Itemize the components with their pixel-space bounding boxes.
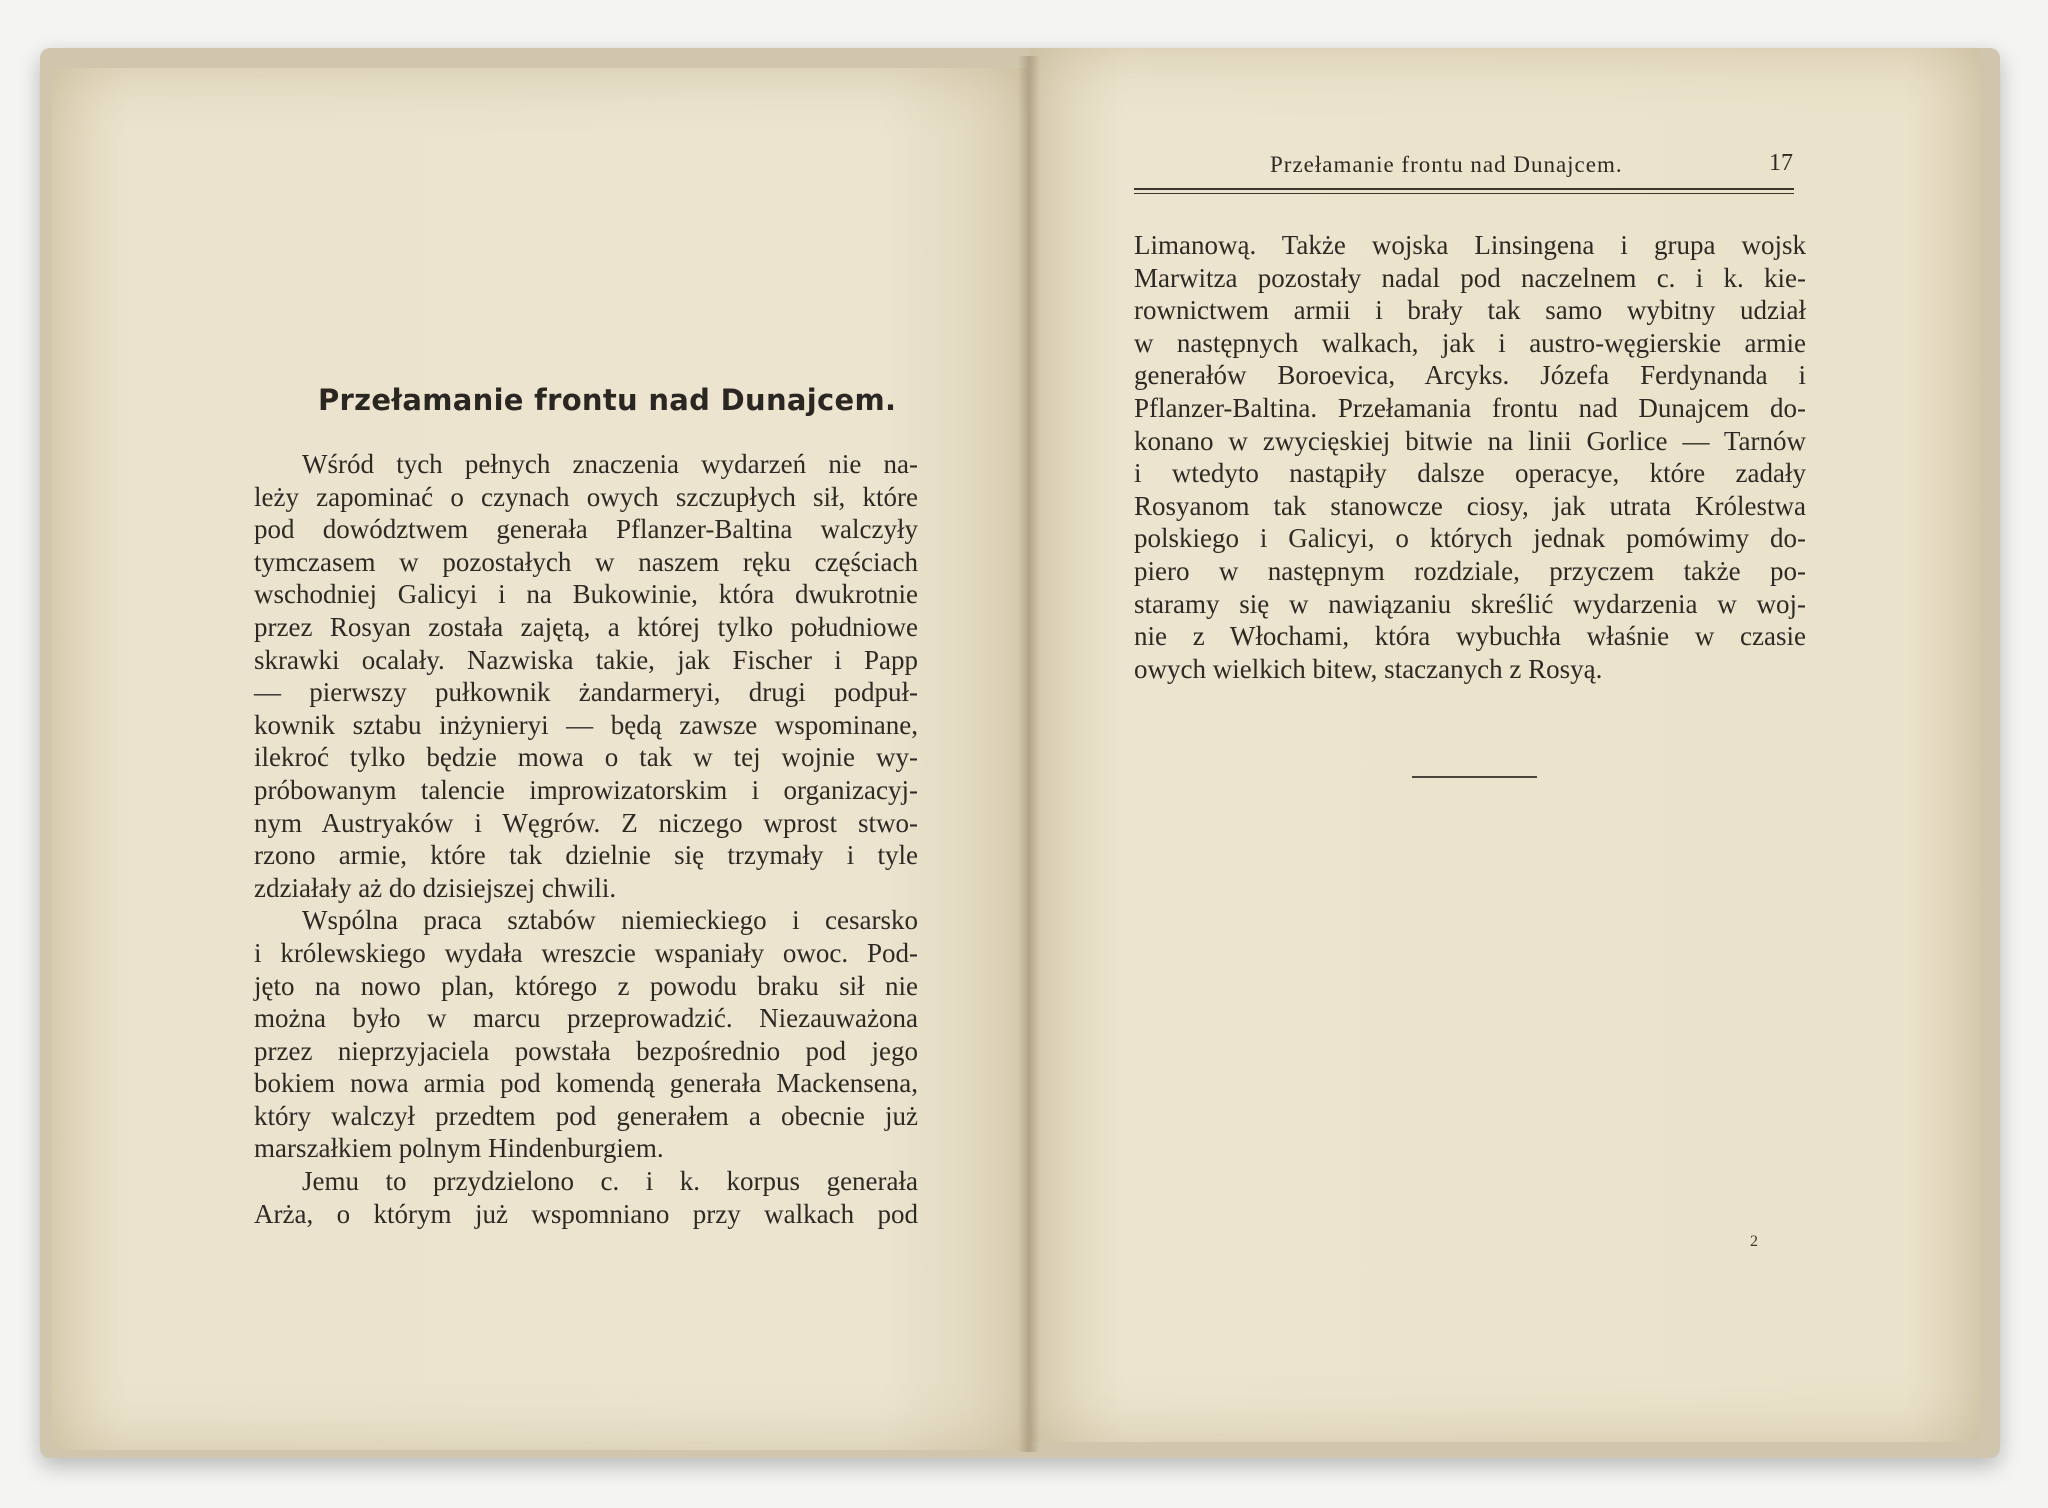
text-line: nie z Włochami, która wybuchła właśnie w czasie bbox=[1134, 621, 1806, 652]
text-line: Pflanzer-Baltina. Przełamania frontu nad Dunajcem do- bbox=[1134, 392, 1806, 423]
text-line: piero w następnym rozdziale, przyczem także po- bbox=[1134, 555, 1806, 586]
text-line: rownictwem armii i brały tak samo wybitny udział bbox=[1134, 295, 1806, 326]
text-line: i królewskiego wydała wreszcie wspaniały owoc. Pod- bbox=[254, 937, 918, 968]
signature-mark: 2 bbox=[1750, 1233, 1758, 1250]
text-line: w następnych walkach, jak i austro-węgierskie armie bbox=[1134, 327, 1806, 358]
text-line: — pierwszy pułkownik żandarmeryi, drugi podpuł- bbox=[254, 677, 918, 708]
text-line: generałów Boroevica, Arcyks. Józefa Ferdynanda i bbox=[1134, 360, 1806, 391]
running-header: Przełamanie frontu nad Dunajcem. bbox=[1270, 152, 1623, 177]
text-line: Arża, o którym już wspomniano przy walkach pod bbox=[254, 1198, 918, 1229]
text-line: marszałkiem polnym Hindenburgiem. bbox=[254, 1133, 664, 1164]
text-line: można było w marcu przeprowadzić. Niezauważona bbox=[254, 1003, 918, 1034]
text-line: pod dowództwem generała Pflanzer-Baltina walczyły bbox=[254, 514, 918, 545]
header-rule bbox=[1134, 188, 1794, 190]
text-line: wschodniej Galicyi i na Bukowinie, która dwukrotnie bbox=[254, 579, 918, 610]
text-line: tymczasem w pozostałych w naszem ręku częściach bbox=[254, 546, 918, 577]
left-page-text bbox=[254, 448, 918, 1230]
text-line: Rosyanom tak stanowcze ciosy, jak utrata Królestwa bbox=[1134, 490, 1806, 521]
section-end-rule bbox=[1412, 776, 1537, 778]
text-line: zdziałały aż do dzisiejszej chwili. bbox=[254, 872, 617, 903]
text-line: Jemu to przydzielono c. i k. korpus generała bbox=[302, 1166, 918, 1197]
text-line: staramy się w nawiązaniu skreślić wydarzenia w woj- bbox=[1134, 588, 1806, 619]
text-line: ilekroć tylko będzie mowa o tak w tej wojnie wy- bbox=[254, 742, 918, 773]
text-line: przez nieprzyjaciela powstała bezpośrednio pod jego bbox=[254, 1035, 918, 1066]
text-line: przez Rosyan została zajętą, a której tylko południowe bbox=[254, 611, 918, 642]
page-number: 17 bbox=[1769, 150, 1793, 176]
book-gutter bbox=[1018, 56, 1040, 1452]
text-line: i wtedyto nastąpiły dalsze operacye, które zadały bbox=[1134, 458, 1806, 489]
text-line: leży zapominać o czynach owych szczupłych sił, które bbox=[254, 481, 918, 512]
text-line: próbowanym talencie improwizatorskim i organizacyj- bbox=[254, 774, 918, 805]
text-line: owych wielkich bitew, staczanych z Rosyą. bbox=[1134, 653, 1603, 684]
right-page-text bbox=[1134, 229, 1806, 685]
text-line: nym Austryaków i Węgrów. Z niczego wprost stwo- bbox=[254, 807, 918, 838]
text-line: bokiem nowa armia pod komendą generała Mackensena, bbox=[254, 1068, 918, 1099]
text-line: który walczył przedtem pod generałem a obecnie już bbox=[254, 1100, 918, 1131]
text-line: polskiego i Galicyi, o których jednak pomówimy do- bbox=[1134, 523, 1806, 554]
text-line: Wspólna praca sztabów niemieckiego i cesarsko bbox=[302, 905, 918, 936]
text-line: skrawki ocalały. Nazwiska takie, jak Fischer i Papp bbox=[254, 644, 918, 675]
text-line: konano w zwycięskiej bitwie na linii Gorlice — Tarnów bbox=[1134, 425, 1806, 456]
header-rule-thin bbox=[1134, 193, 1794, 194]
text-line: Limanową. Także wojska Linsingena i grupa wojsk bbox=[1134, 230, 1806, 260]
text-line: kownik sztabu inżynieryi — będą zawsze wspominane, bbox=[254, 709, 918, 740]
text-line: jęto na nowo plan, którego z powodu braku sił nie bbox=[254, 970, 918, 1001]
chapter-title: Przełamanie frontu nad Dunajcem. bbox=[318, 383, 897, 417]
text-line: Wśród tych pełnych znaczenia wydarzeń nie na- bbox=[302, 449, 918, 479]
text-line: rzono armie, które tak dzielnie się trzymały i tyle bbox=[254, 840, 918, 871]
text-line: Marwitza pozostały nadal pod naczelnem c. i k. kie- bbox=[1134, 262, 1806, 293]
